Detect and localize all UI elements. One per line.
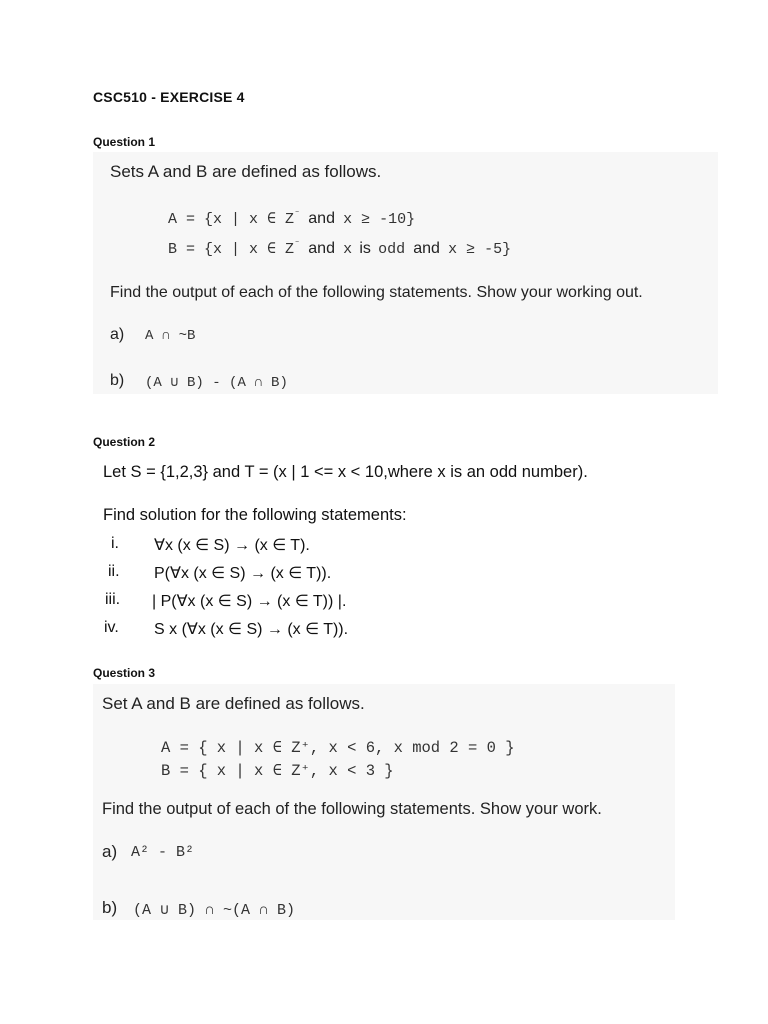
q1-intro: Sets A and B are defined as follows. [110, 162, 382, 181]
q2-item-label: iii. [105, 591, 121, 608]
q3-part-a-label: a) [102, 842, 118, 861]
q2-item-expression: P(∀x (x ∈ S) → (x ∈ T)). [154, 565, 332, 582]
q2-item-expression: S x (∀x (x ∈ S) → (x ∈ T)). [154, 621, 349, 638]
q3-part-b-label: b) [102, 898, 118, 917]
q3-intro: Set A and B are defined as follows. [102, 694, 365, 713]
q1-definition-a: A = {x | x ∈ Z⁻ and x ≥ -10} [168, 210, 416, 228]
q2-item-label: iv. [104, 619, 119, 636]
q1-part-b-expression: (A ∪ B) - (A ∩ B) [145, 375, 288, 391]
q2-instruction: Find solution for the following statements: [103, 506, 407, 524]
q1-definition-b: B = {x | x ∈ Z⁻ and x is odd and x ≥ -5} [168, 240, 512, 258]
question-2-heading: Question 2 [93, 435, 156, 449]
q3-definition-a: A = { x | x ∈ Z⁺, x < 6, x mod 2 = 0 } [161, 739, 515, 757]
question-1-heading: Question 1 [93, 135, 156, 149]
q1-part-a-label: a) [110, 326, 125, 343]
q2-item-label: ii. [108, 563, 120, 580]
q2-item-expression: ∀x (x ∈ S) → (x ∈ T). [154, 537, 310, 554]
q1-instruction: Find the output of each of the following statements. Show your working out. [110, 284, 643, 301]
question-3-panel [93, 684, 675, 920]
q2-intro: Let S = {1,2,3} and T = (x | 1 <= x < 10,where x is an odd number). [103, 463, 588, 481]
q1-part-a-expression: A ∩ ~B [145, 328, 196, 344]
q3-instruction: Find the output of each of the following statements. Show your work. [102, 800, 602, 818]
q1-part-b-label: b) [110, 372, 125, 389]
q2-item-expression: | P(∀x (x ∈ S) → (x ∈ T)) |. [152, 593, 347, 610]
q3-part-b-expression: (A ∪ B) ∩ ~(A ∩ B) [133, 902, 296, 919]
q3-part-a-expression: A² - B² [131, 844, 195, 861]
q3-definition-b: B = { x | x ∈ Z⁺, x < 3 } [161, 762, 394, 780]
question-1-panel [93, 152, 718, 394]
q2-item-label: i. [111, 535, 119, 552]
question-3-heading: Question 3 [93, 666, 156, 680]
document-title: CSC510 - EXERCISE 4 [93, 89, 245, 105]
